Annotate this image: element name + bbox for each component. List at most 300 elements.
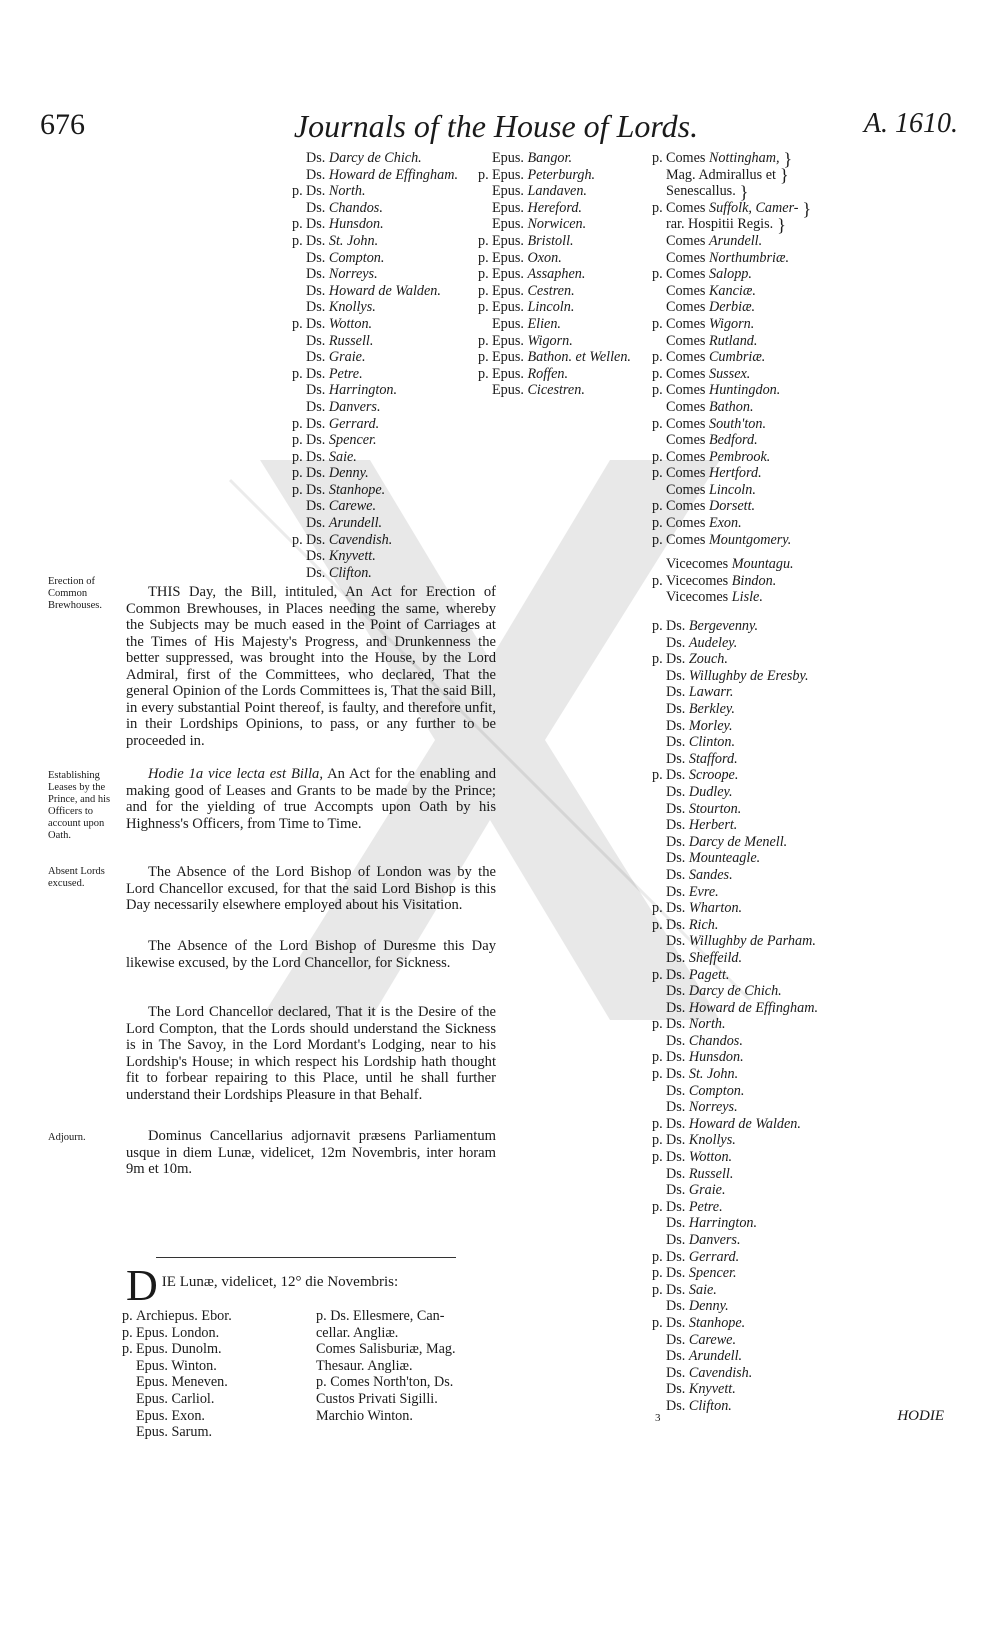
present-mark: p.: [478, 365, 489, 382]
lord-entry: [652, 556, 952, 573]
running-title: Journals of the House of Lords.: [293, 108, 699, 144]
paragraph-compton: [126, 1004, 496, 1103]
lord-entry: [652, 1315, 952, 1332]
lord-entry: [302, 1408, 482, 1425]
lord-name: Cumbriæ.: [708, 349, 766, 366]
lord-title: Comes: [666, 415, 709, 432]
lord-name: Bathon. et Wellen.: [527, 349, 631, 366]
lord-entry: [652, 1016, 952, 1033]
lord-title: Vicecomes: [666, 556, 732, 573]
lord-entry: [652, 1182, 952, 1199]
lord-title: Ds.: [666, 900, 689, 917]
lord-entry: [652, 784, 952, 801]
lord-name: Hunsdon.: [688, 1049, 744, 1066]
lord-entry: [652, 349, 952, 366]
lord-entry: [292, 432, 458, 449]
lord-entry: [122, 1341, 232, 1358]
lord-name: Mountagu.: [731, 556, 794, 573]
lord-title: Ds.: [666, 1066, 689, 1083]
lord-entry: [122, 1408, 232, 1425]
margin-note-absent: Absent Lords excused.: [48, 866, 105, 889]
lords-column-2: [478, 150, 631, 399]
present-mark: p.: [652, 1265, 663, 1282]
lord-name: Hertford.: [708, 465, 762, 482]
lord-entry: [652, 1232, 952, 1249]
lord-title: Ds.: [306, 216, 329, 233]
present-mark: p.: [652, 1132, 663, 1149]
lord-entry: [292, 283, 458, 300]
lord-name: Clifton.: [688, 1397, 732, 1414]
lord-entry: [652, 532, 952, 549]
lord-entry: [652, 1348, 952, 1365]
lord-entry: [652, 283, 952, 300]
present-mark: p.: [652, 266, 663, 283]
lord-title: Comes: [666, 515, 709, 532]
lord-entry: [652, 917, 952, 934]
lord-title: Comes: [666, 382, 709, 399]
lord-name: Bergevenny.: [688, 618, 759, 635]
present-mark: p.: [652, 1314, 663, 1331]
lord-title: Ds.: [666, 1032, 689, 1049]
lord-title: Ds.: [306, 282, 329, 299]
year-marker: A. 1610.: [863, 108, 958, 139]
lord-name: Bathon.: [708, 398, 754, 415]
lord-title: Comes: [666, 398, 709, 415]
lord-title: Ds.: [306, 415, 329, 432]
margin-note-adjourn: Adjourn.: [48, 1132, 86, 1143]
lord-title: Ds.: [666, 1381, 689, 1398]
lord-entry: [652, 266, 952, 283]
lord-entry: [122, 1424, 232, 1441]
lord-entry: [122, 1391, 232, 1408]
present-mark: p.: [292, 232, 303, 249]
lord-entry: [652, 589, 952, 606]
present-mark: p.: [478, 349, 489, 366]
paragraph-text: The Absence of the Lord Bishop of Duresme this Day likewise excused, by the Lord Chancellor, for Sickness.: [126, 938, 496, 971]
lord-name: Danvers.: [688, 1232, 741, 1248]
lord-title: Ds.: [306, 548, 329, 565]
present-mark: p.: [652, 1066, 663, 1083]
lord-title: Ds.: [306, 448, 329, 465]
present-mark: p.: [292, 531, 303, 548]
lord-title: Comes: [666, 332, 709, 349]
present-mark: p.: [652, 966, 663, 983]
lord-name: South'ton.: [708, 415, 766, 432]
present-mark: p.: [652, 349, 663, 366]
lord-entry: [292, 465, 458, 482]
lord-name: Rutland.: [708, 332, 758, 349]
lord-entry: [652, 817, 952, 834]
lord-title: Ds.: [306, 432, 329, 449]
lord-name: Knyvett.: [688, 1381, 736, 1398]
lord-title: Ds.: [666, 883, 689, 900]
lord-title: Ds.: [666, 684, 689, 701]
present-mark: p.: [652, 900, 663, 917]
lord-title: Epus.: [492, 282, 528, 299]
lord-entry: [652, 366, 952, 383]
lord-entry: [652, 718, 952, 735]
lord-name: Nottingham,: [708, 150, 780, 166]
lord-entry: [478, 250, 631, 267]
lord-name: Peterburgh.: [527, 166, 596, 183]
lord-title: Epus.: [492, 349, 528, 366]
lord-entry: [292, 299, 458, 316]
lord-title: Comes: [666, 365, 709, 382]
lord-title: Ds.: [666, 1348, 689, 1365]
present-mark: p.: [292, 432, 303, 449]
lord-title: Ds.: [306, 315, 329, 332]
lord-entry: [302, 1308, 482, 1325]
lord-entry: [652, 701, 952, 718]
lord-name: Epus. Exon.: [136, 1407, 205, 1424]
lord-name: Cestren.: [527, 282, 575, 299]
lord-title: Ds.: [306, 166, 329, 183]
lord-name: Spencer.: [688, 1265, 737, 1282]
present-mark: p.: [652, 916, 663, 933]
lord-entry: [652, 200, 952, 217]
present-mark: p.: [478, 332, 489, 349]
lord-name: Kanciæ.: [708, 282, 756, 299]
lord-entry: [122, 1308, 232, 1325]
lord-title: Comes: [666, 266, 709, 283]
present-mark: p.: [478, 299, 489, 316]
lord-name: Epus. Sarum.: [136, 1424, 213, 1441]
lord-name: Wigorn.: [708, 315, 755, 332]
lords-column-1: [292, 150, 458, 581]
lord-name: Huntingdon.: [708, 382, 781, 399]
lord-title: Ds.: [666, 1149, 689, 1166]
present-mark: p.: [292, 365, 303, 382]
brace-mark: }: [783, 148, 793, 169]
lord-name: Dorsett.: [708, 498, 756, 515]
brace-mark: }: [777, 215, 786, 236]
lord-name: Marchio Winton.: [316, 1407, 413, 1424]
lord-entry: [478, 349, 631, 366]
lord-name: Stanhope.: [328, 481, 386, 498]
lord-name: Willughby de Parham.: [688, 933, 816, 950]
lord-title: Comes: [666, 299, 709, 316]
lord-entry: [652, 1099, 952, 1116]
lord-entry: [292, 532, 458, 549]
lord-name: Gerrard.: [328, 415, 380, 432]
lord-name: Darcy de Chich.: [688, 983, 782, 1000]
lord-entry: [652, 167, 952, 184]
lord-name: Scroope.: [688, 767, 739, 784]
lord-entry: [292, 183, 458, 200]
lord-entry: [302, 1391, 482, 1408]
lord-name: Petre.: [688, 1198, 723, 1215]
present-mark: p.: [652, 1198, 663, 1215]
lord-name: p. Ds. Ellesmere, Can-: [316, 1308, 445, 1324]
lord-entry: [652, 967, 952, 984]
lord-title: Ds.: [666, 833, 689, 850]
lord-entry: [292, 515, 458, 532]
lord-title: Epus.: [492, 315, 528, 332]
lord-name: Pembrook.: [708, 448, 771, 465]
lord-entry: [652, 233, 952, 250]
lord-name: Clinton.: [688, 734, 735, 751]
lord-name: Mountgomery.: [708, 531, 792, 548]
paragraph-adjourn: [126, 1128, 496, 1178]
present-mark: p.: [652, 572, 663, 589]
paragraph-text: THIS Day, the Bill, intituled, An Act for Erection of Common Brewhouses, in Places needing the same, whereby the Subjects may be much eased in the Point of Carriages at the Times of His Majesty's Progress, and Drunkenness the better suppressed, was brought into the House, by the Lord Admiral, first of the Committees, who declared, That the general Opinion of the Lords Committees is, That the said Bill, in every substantial Point thereof, is faulty, and therefore unfit, in their Lordships Opinions, to pass, or any further to be proceeded in.: [126, 584, 496, 749]
paragraph-text: The Absence of the Lord Bishop of London was by the Lord Chancellor excused, for that the said Lord Bishop is this Day necessarily elsewhere employed about his Visitation.: [126, 864, 496, 913]
lord-name: Oxon.: [527, 249, 562, 266]
lord-name: Epus. London.: [136, 1324, 220, 1341]
present-mark: p.: [652, 1016, 663, 1033]
lord-entry: [122, 1374, 232, 1391]
lord-name: North.: [328, 183, 366, 200]
lord-entry: [292, 366, 458, 383]
lord-name: Knollys.: [328, 299, 376, 316]
lord-entry: [478, 233, 631, 250]
lord-name: Herbert.: [688, 817, 738, 834]
lord-name: Rich.: [688, 916, 719, 933]
lord-entry: [652, 1033, 952, 1050]
lord-name: Denny.: [688, 1298, 729, 1315]
lord-title: Ds.: [666, 1265, 689, 1282]
lord-name: Lincoln.: [708, 481, 756, 498]
lord-title: Epus.: [492, 199, 528, 216]
signature-mark: 3: [655, 1412, 661, 1424]
lord-title: Vicecomes: [666, 589, 732, 606]
lord-name: Wigorn.: [527, 332, 573, 349]
lord-entry: [292, 233, 458, 250]
lord-entry: [652, 684, 952, 701]
lord-title: Epus.: [492, 332, 528, 349]
lord-title: Comes: [666, 249, 709, 266]
lord-name: Berkley.: [688, 701, 735, 717]
lord-name: p. Comes North'ton, Ds.: [316, 1374, 454, 1391]
lord-entry: [652, 1249, 952, 1266]
present-mark: p.: [652, 150, 663, 166]
brace-mark: }: [802, 198, 812, 219]
lord-title: Ds.: [666, 1364, 689, 1381]
lord-title: Ds.: [666, 866, 689, 883]
paragraph-duresme: [126, 938, 496, 971]
lord-title: Ds.: [306, 183, 329, 200]
lord-entry: [478, 316, 631, 333]
lord-entry: [292, 250, 458, 267]
paragraph-text: An Act for the enabling and making good of Leases and Grants to be made by the Prince; and for the yielding of true Accompts upon Oath by his Highness's Officers, from Time to Time.: [126, 766, 496, 832]
lord-title: Ds.: [666, 1198, 689, 1215]
lord-entry: [292, 416, 458, 433]
lord-entry: [292, 316, 458, 333]
lord-title: Ds.: [666, 1016, 689, 1033]
lord-name: Lawarr.: [688, 684, 734, 701]
lord-name: Howard de Effingham.: [328, 166, 459, 183]
lord-title: Ds.: [666, 1397, 689, 1414]
lord-name: Stourton.: [688, 800, 742, 817]
lord-name: Norwicen.: [527, 216, 587, 233]
lord-entry: [652, 900, 952, 917]
lord-title: Ds.: [666, 817, 689, 834]
lord-name: Gerrard.: [688, 1248, 740, 1265]
lord-name: Graie.: [328, 349, 366, 366]
lord-title: Comes: [666, 282, 709, 299]
lord-entry: [652, 1049, 952, 1066]
lord-entry: [652, 498, 952, 515]
lord-name: Derbiæ.: [708, 299, 756, 316]
lord-entry: [478, 266, 631, 283]
lord-title: Ds.: [306, 481, 329, 498]
lord-name: Hunsdon.: [328, 216, 384, 233]
lord-name: Danvers.: [328, 398, 381, 415]
lord-name: Hereford.: [527, 199, 582, 216]
lord-title: Ds.: [666, 1281, 689, 1298]
lord-entry: [652, 1132, 952, 1149]
lord-title: Ds.: [306, 465, 329, 482]
lord-entry: [292, 548, 458, 565]
lord-entry: [652, 950, 952, 967]
lord-title: Epus.: [492, 183, 528, 200]
lord-name: Sussex.: [708, 365, 751, 382]
lord-entry: [478, 366, 631, 383]
lord-name: Northumbriæ.: [708, 249, 789, 266]
lord-entry: [652, 983, 952, 1000]
lord-title: Ds.: [666, 1049, 689, 1066]
lord-name: Custos Privati Sigilli.: [316, 1390, 438, 1407]
lord-title: Ds.: [306, 232, 329, 249]
lord-name: Bindon.: [731, 572, 777, 589]
lord-title: Ds.: [666, 1331, 689, 1348]
lord-title: Epus.: [492, 365, 528, 382]
lord-entry: [292, 349, 458, 366]
lord-name: Epus. Carliol.: [136, 1390, 215, 1407]
lord-entry: [652, 333, 952, 350]
lord-title: Epus.: [492, 232, 528, 249]
lord-title: Ds.: [306, 564, 329, 581]
hodie-lead: Hodie 1a vice lecta est Billa,: [148, 766, 323, 782]
lord-title: Ds.: [666, 1099, 689, 1116]
lord-entry: [652, 801, 952, 818]
lord-entry: [652, 767, 952, 784]
lord-title: Comes: [666, 199, 709, 216]
present-mark: p.: [652, 651, 663, 668]
present-mark: p.: [652, 515, 663, 532]
lord-name: Senescallus.: [666, 183, 736, 200]
lord-entry: [292, 565, 458, 582]
lord-name: Darcy de Menell.: [688, 833, 788, 850]
present-mark: p.: [292, 315, 303, 332]
lord-name: Sheffeild.: [688, 949, 743, 966]
lord-name: Willughby de Eresby.: [688, 667, 809, 684]
present-mark: p.: [478, 249, 489, 266]
lord-title: Comes: [666, 481, 709, 498]
lord-entry: [652, 1116, 952, 1133]
lord-entry: [292, 399, 458, 416]
lord-entry: [478, 216, 631, 233]
lord-title: Ds.: [666, 949, 689, 966]
lord-entry: [652, 482, 952, 499]
lord-entry: [302, 1358, 482, 1375]
die-heading: [126, 1261, 506, 1310]
lord-title: Ds.: [666, 933, 689, 950]
lord-entry: [292, 216, 458, 233]
lord-name: Knollys.: [688, 1132, 736, 1149]
lord-title: Ds.: [666, 916, 689, 933]
lord-entry: [478, 200, 631, 217]
lord-title: Ds.: [666, 1115, 689, 1132]
lord-entry: [292, 382, 458, 399]
present-mark: p.: [292, 465, 303, 482]
lord-name: Clifton.: [328, 564, 372, 581]
lord-title: Ds.: [306, 382, 329, 399]
catchword: HODIE: [897, 1408, 944, 1424]
lord-entry: [478, 333, 631, 350]
lord-name: Lincoln.: [527, 299, 575, 316]
lord-name: Saie.: [328, 448, 357, 465]
lord-title: Ds.: [666, 783, 689, 800]
lord-name: Stafford.: [688, 750, 738, 767]
lord-entry: [652, 1282, 952, 1299]
margin-note-erection: Erection of Common Brewhouses.: [48, 576, 102, 611]
lord-name: Russell.: [328, 332, 374, 349]
lord-name: Assaphen.: [527, 266, 586, 283]
lord-entry: [652, 850, 952, 867]
lord-name: Howard de Walden.: [328, 282, 441, 299]
lord-title: Comes: [666, 150, 709, 166]
lord-entry: [652, 668, 952, 685]
lord-name: Carewe.: [688, 1331, 737, 1348]
lord-title: Epus.: [492, 216, 528, 233]
page-header: [0, 108, 992, 148]
lord-name: Arundell.: [688, 1348, 743, 1365]
lord-name: Epus. Winton.: [136, 1357, 217, 1374]
lord-entry: [652, 867, 952, 884]
lord-entry: [652, 1265, 952, 1282]
lord-title: Epus.: [492, 299, 528, 316]
lord-entry: [652, 884, 952, 901]
lord-name: Knyvett.: [328, 548, 376, 565]
lord-title: Epus.: [492, 166, 528, 183]
lord-entry: [652, 416, 952, 433]
lord-name: Carewe.: [328, 498, 377, 515]
lord-entry: [652, 183, 952, 200]
present-mark: p.: [652, 382, 663, 399]
lord-entry: [652, 465, 952, 482]
lord-name: Bangor.: [527, 150, 573, 166]
present-mark: p.: [652, 767, 663, 784]
lord-entry: [122, 1325, 232, 1342]
lord-title: Ds.: [666, 1182, 689, 1199]
lord-name: St. John.: [328, 232, 379, 249]
present-mark: p.: [292, 415, 303, 432]
present-mark: p.: [292, 183, 303, 200]
lord-title: Comes: [666, 531, 709, 548]
lord-name: Lisle.: [731, 589, 763, 606]
lords-column-3: [652, 150, 952, 1415]
die-heading-text: IE Lunæ, videlicet, 12° die Novembris:: [161, 1274, 399, 1290]
lord-title: Ds.: [666, 618, 689, 635]
lord-title: Ds.: [666, 701, 689, 717]
present-mark: p.: [652, 465, 663, 482]
present-mark: p.: [652, 1248, 663, 1265]
lord-title: Ds.: [666, 1298, 689, 1315]
lord-name: Salopp.: [708, 266, 752, 283]
present-mark: p.: [652, 498, 663, 515]
lord-title: Ds.: [306, 498, 329, 515]
lord-entry: [652, 1298, 952, 1315]
lord-title: Comes: [666, 448, 709, 465]
page-number: 676: [40, 108, 85, 141]
lord-name: North.: [688, 1016, 726, 1033]
lord-entry: [652, 618, 952, 635]
present-mark: p.: [478, 266, 489, 283]
present-mark: p.: [652, 1115, 663, 1132]
lord-name: Wharton.: [688, 900, 743, 917]
lord-entry: [478, 382, 631, 399]
